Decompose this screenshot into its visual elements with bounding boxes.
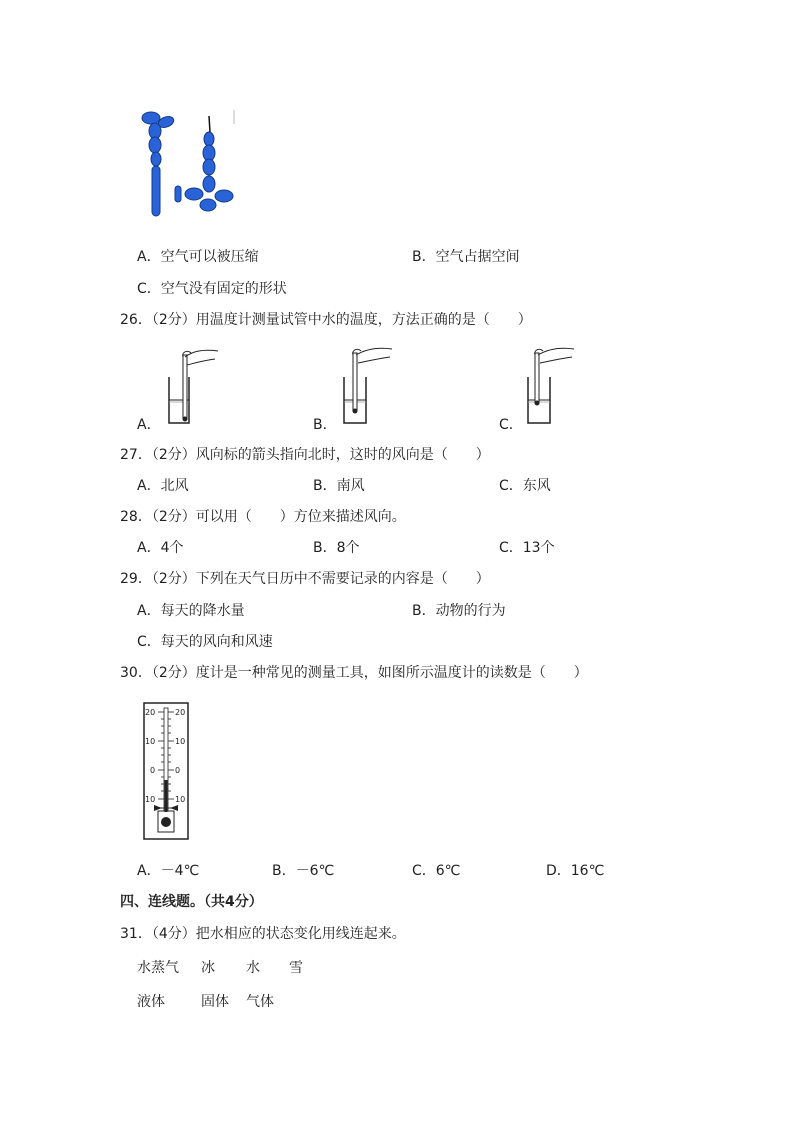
q26-stem: 26．（2分）用温度计测量试管中水的温度，方法正确的是（ ） [120, 312, 532, 328]
q26-option-b: B． [313, 417, 337, 433]
q28-option-a: A．4个 [137, 540, 184, 556]
q31-row1-item: 水 [246, 960, 260, 976]
q27-stem: 27．（2分）风向标的箭头指向北时，这时的风向是（ ） [120, 447, 490, 463]
q31-row1-item: 雪 [289, 960, 303, 976]
q29-option-c: C．每天的风向和风速 [137, 634, 273, 650]
q26-option-c: C． [499, 417, 523, 433]
q27-option-b: B．南风 [313, 478, 365, 494]
thermometer-scale-figure [140, 700, 192, 842]
scale-right-10: 10 [175, 737, 186, 746]
q25-option-a: A．空气可以被压缩 [137, 249, 259, 265]
q31-row2-item: 气体 [246, 994, 274, 1010]
balloon-figure [136, 106, 236, 221]
thermometer-in-tube-b-figure [340, 345, 398, 427]
q29-option-a: A．每天的降水量 [137, 603, 245, 619]
q30-option-d: D．16℃ [546, 863, 605, 879]
scale-left-minus-10: 10 [145, 795, 156, 804]
q28-option-b: B．8个 [313, 540, 360, 556]
q26-option-a: A． [137, 417, 161, 433]
scale-left-20: 20 [145, 708, 156, 717]
q31-row1-item: 冰 [201, 960, 215, 976]
q28-option-c: C．13个 [499, 540, 555, 556]
thermometer-in-tube-a-figure [163, 345, 221, 427]
q31-row1-item: 水蒸气 [137, 960, 179, 976]
q30-option-a: A．－4℃ [137, 863, 200, 879]
q31-stem: 31．（4分）把水相应的状态变化用线连起来。 [120, 926, 406, 942]
scale-right-minus-10: 10 [175, 795, 186, 804]
q31-row2-item: 液体 [137, 994, 165, 1010]
q29-stem: 29．（2分）下列在天气日历中不需要记录的内容是（ ） [120, 571, 490, 587]
scale-left-0: 0 [150, 766, 156, 775]
thermometer-in-tube-c-figure [524, 345, 582, 427]
scale-right-0: 0 [175, 766, 181, 775]
scale-right-20: 20 [175, 708, 186, 717]
section-4-title: 四、连线题。（共4分） [120, 894, 263, 910]
q30-option-c: C．6℃ [412, 863, 461, 879]
scale-left-10: 10 [145, 737, 156, 746]
q25-option-c: C．空气没有固定的形状 [137, 281, 287, 297]
q27-option-c: C．东风 [499, 478, 551, 494]
q31-row2-item: 固体 [201, 994, 229, 1010]
q25-option-b: B．空气占据空间 [412, 249, 520, 265]
q30-stem: 30．（2分）度计是一种常见的测量工具，如图所示温度计的读数是（ ） [120, 665, 588, 681]
q30-option-b: B．－6℃ [272, 863, 335, 879]
q28-stem: 28．（2分）可以用（ ）方位来描述风向。 [120, 509, 406, 525]
q29-option-b: B．动物的行为 [412, 603, 506, 619]
q27-option-a: A．北风 [137, 478, 189, 494]
